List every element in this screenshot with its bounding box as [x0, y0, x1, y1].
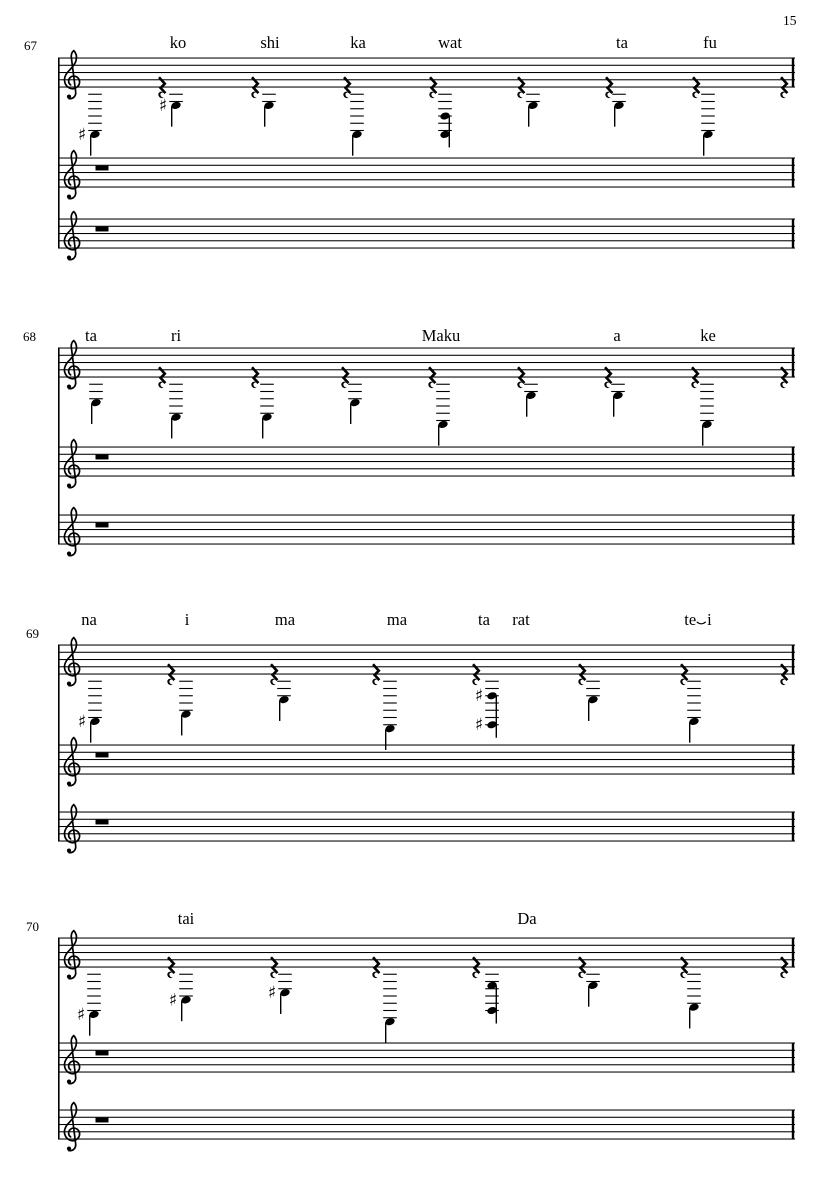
ledger-line [436, 391, 450, 392]
end-barline [792, 812, 794, 841]
ledger-line [383, 974, 397, 975]
staff-line [58, 233, 795, 234]
ledger-line [612, 94, 626, 95]
note-stem [350, 403, 351, 424]
staff-line [58, 1050, 795, 1051]
ledger-line [700, 391, 714, 392]
ledger-line [88, 717, 102, 718]
staff-line [58, 1139, 795, 1140]
sharp-icon: ♯ [76, 1004, 86, 1025]
ledger-line [88, 688, 102, 689]
staff-line [58, 226, 795, 227]
note-stem [438, 425, 439, 446]
ledger-line [260, 413, 274, 414]
note-stem [588, 700, 589, 721]
staff-line [58, 65, 795, 66]
ledger-line [383, 988, 397, 989]
staff-line [58, 158, 795, 159]
ledger-line [700, 384, 714, 385]
lyric-syllable: i [184, 610, 190, 629]
note-stem [385, 729, 386, 750]
staff-line [58, 812, 795, 813]
staff-line [58, 826, 795, 827]
staff-line [58, 752, 795, 753]
end-barline [792, 938, 794, 967]
lyric-syllable: Maku [421, 326, 461, 345]
ledger-line [277, 695, 291, 696]
note-stem [264, 106, 265, 127]
ledger-line [524, 384, 538, 385]
ledger-line [438, 108, 452, 109]
note-stem [279, 700, 280, 721]
lyric-syllable: ma [274, 610, 296, 629]
lyric-text: i [707, 610, 712, 629]
note-stem [614, 106, 615, 127]
ledger-line [687, 702, 701, 703]
page-number: 15 [783, 13, 797, 28]
ledger-line [611, 384, 625, 385]
staff-line [58, 369, 795, 370]
ledger-line [687, 717, 701, 718]
staff-line [58, 172, 795, 173]
lyric-syllable: a [613, 326, 621, 345]
staff-line [58, 536, 795, 537]
staff-line [58, 240, 795, 241]
staff-line [58, 522, 795, 523]
ledger-line [350, 115, 364, 116]
whole-rest-icon [96, 1118, 109, 1123]
ledger-line [88, 108, 102, 109]
lyric-syllable: rat [512, 610, 530, 629]
staff-line [58, 774, 795, 775]
staff-line [58, 1117, 795, 1118]
end-barline [792, 745, 794, 774]
staff-line [58, 544, 795, 545]
ledger-line [179, 695, 193, 696]
staff-line [58, 645, 795, 646]
staff-line [58, 165, 795, 166]
sharp-icon: ♯ [474, 715, 484, 736]
lyric-syllable: ka [350, 33, 366, 52]
lyric-tie-icon [697, 621, 707, 626]
whole-rest-icon [96, 1051, 109, 1056]
staff-line [58, 179, 795, 180]
end-barline [792, 645, 794, 674]
staff-line [58, 362, 795, 363]
end-barline [792, 1110, 794, 1139]
ledger-line [350, 130, 364, 131]
staff-line [58, 515, 795, 516]
ledger-line [169, 405, 183, 406]
note-stem [91, 403, 92, 424]
staff-line [58, 1131, 795, 1132]
staff-line [58, 461, 795, 462]
staff-line [58, 529, 795, 530]
ledger-line [438, 101, 452, 102]
ledger-line [88, 702, 102, 703]
ledger-line [169, 101, 183, 102]
measure-number: 69 [26, 626, 39, 641]
ledger-line [485, 681, 499, 682]
lyric-syllable: fu [703, 33, 717, 52]
staff-line [58, 355, 795, 356]
ledger-line [383, 981, 397, 982]
ledger-line [260, 391, 274, 392]
ledger-line [687, 710, 701, 711]
system-start-barline [58, 938, 60, 1139]
ledger-line [260, 384, 274, 385]
ledger-line [179, 974, 193, 975]
note-stem [171, 106, 172, 127]
ledger-line [586, 695, 600, 696]
note-stem [181, 715, 182, 736]
whole-rest-icon [96, 455, 109, 460]
staff-line [58, 945, 795, 946]
staff-line [58, 1043, 795, 1044]
ledger-line [438, 94, 452, 95]
ledger-line [701, 123, 715, 124]
ledger-line [436, 420, 450, 421]
lyric-syllable: Da [517, 909, 537, 928]
ledger-line [485, 974, 499, 975]
ledger-line [277, 688, 291, 689]
note-stem [181, 1001, 182, 1022]
lyric-syllable: shi [260, 33, 280, 52]
ledger-line [348, 391, 362, 392]
ledger-line [383, 681, 397, 682]
ledger-line [179, 681, 193, 682]
ledger-line [350, 123, 364, 124]
whole-rest-icon [96, 753, 109, 758]
ledger-line [278, 981, 292, 982]
ledger-line [383, 702, 397, 703]
note-stem [689, 1008, 690, 1028]
ledger-line [383, 1003, 397, 1004]
end-barline [792, 58, 794, 87]
staff-line [58, 1124, 795, 1125]
ledger-line [87, 974, 101, 975]
ledger-line [87, 1003, 101, 1004]
ledger-line [278, 974, 292, 975]
ledger-line [612, 101, 626, 102]
ledger-line [586, 681, 600, 682]
staff-line [58, 219, 795, 220]
ledger-line [687, 974, 701, 975]
ledger-line [169, 391, 183, 392]
note-stem [90, 135, 91, 156]
measure-number: 70 [26, 919, 39, 934]
ledger-line [350, 108, 364, 109]
note-stem [385, 1022, 386, 1042]
ledger-line [700, 413, 714, 414]
ledger-line [262, 101, 276, 102]
ledger-line [700, 405, 714, 406]
end-barline [792, 447, 794, 476]
ledger-line [700, 398, 714, 399]
ledger-line [169, 413, 183, 414]
ledger-line [169, 398, 183, 399]
ledger-line [277, 681, 291, 682]
end-barline [792, 515, 794, 544]
staff-line [58, 1110, 795, 1111]
ledger-line [88, 115, 102, 116]
ledger-line [687, 1003, 701, 1004]
staff-line [58, 745, 795, 746]
ledger-line [260, 398, 274, 399]
ledger-line [87, 1010, 101, 1011]
lyric-syllable: ta [616, 33, 628, 52]
staff-line [58, 938, 795, 939]
staff-line [58, 58, 795, 59]
ledger-line [436, 413, 450, 414]
whole-rest-icon [96, 227, 109, 232]
ledger-line [383, 724, 397, 725]
note-stem [496, 985, 497, 1023]
staff-line [58, 833, 795, 834]
note-stem [528, 106, 529, 127]
staff-line [58, 659, 795, 660]
note-stem [280, 993, 281, 1014]
staff-line [58, 377, 795, 378]
ledger-line [687, 681, 701, 682]
ledger-line [383, 710, 397, 711]
whole-rest-icon [96, 523, 109, 528]
ledger-line [586, 688, 600, 689]
ledger-line [87, 995, 101, 996]
ledger-line [350, 101, 364, 102]
ledger-line [88, 101, 102, 102]
ledger-line [88, 710, 102, 711]
sharp-icon: ♯ [474, 686, 484, 707]
lyric-syllable [684, 612, 712, 627]
ledger-line [383, 695, 397, 696]
note-stem [689, 722, 690, 743]
note-stem [262, 418, 263, 439]
ledger-line [383, 1010, 397, 1011]
ledger-line [383, 1017, 397, 1018]
ledger-line [87, 981, 101, 982]
ledger-line [701, 101, 715, 102]
staff-line [58, 841, 795, 842]
ledger-line [687, 695, 701, 696]
ledger-line [436, 384, 450, 385]
ledger-line [179, 710, 193, 711]
lyric-syllable: ma [386, 610, 408, 629]
staff-line [58, 454, 795, 455]
lyric-syllable: ri [170, 326, 182, 345]
ledger-line [169, 384, 183, 385]
lyric-syllable: ta [85, 326, 97, 345]
ledger-line [700, 420, 714, 421]
note-stem [171, 418, 172, 439]
ledger-line [485, 981, 499, 982]
ledger-line [383, 688, 397, 689]
ledger-line [586, 974, 600, 975]
staff-line [58, 72, 795, 73]
sharp-icon: ♯ [77, 124, 87, 145]
ledger-line [262, 94, 276, 95]
ledger-line [687, 981, 701, 982]
ledger-line [701, 115, 715, 116]
ledger-line [179, 995, 193, 996]
ledger-line [278, 988, 292, 989]
ledger-line [687, 688, 701, 689]
staff-line [58, 87, 795, 88]
ledger-line [348, 398, 362, 399]
note-stem [613, 396, 614, 417]
lyric-syllable: tai [177, 909, 195, 928]
ledger-line [88, 130, 102, 131]
staff-line [58, 759, 795, 760]
ledger-line [436, 398, 450, 399]
staff-line [58, 348, 795, 349]
staff-line [58, 248, 795, 249]
staff-line [58, 476, 795, 477]
staff-line [58, 447, 795, 448]
staff-line [58, 1064, 795, 1065]
ledger-line [524, 391, 538, 392]
ledger-line [89, 398, 103, 399]
staff-line [58, 952, 795, 953]
ledger-line [260, 405, 274, 406]
end-barline [792, 219, 794, 248]
note-stem [89, 1015, 90, 1035]
note-stem [703, 135, 704, 156]
ledger-line [526, 94, 540, 95]
ledger-line [88, 123, 102, 124]
staff-line [58, 652, 795, 653]
staff-line [58, 468, 795, 469]
lyric-syllable: ta [478, 610, 490, 629]
ledger-line [586, 981, 600, 982]
ledger-line [701, 130, 715, 131]
ledger-line [687, 988, 701, 989]
lyric-syllable: na [81, 610, 97, 629]
ledger-line [383, 717, 397, 718]
sharp-icon: ♯ [168, 990, 178, 1011]
note-stem [352, 135, 353, 156]
staff-line [58, 1057, 795, 1058]
staff-line [58, 79, 795, 80]
measure-number: 68 [23, 329, 36, 344]
sharp-icon: ♯ [77, 711, 87, 732]
lyric-text: te [684, 610, 697, 629]
ledger-line [485, 688, 499, 689]
ledger-line [179, 688, 193, 689]
lyric-syllable: ke [700, 326, 716, 345]
staff-line [58, 187, 795, 188]
ledger-line [87, 988, 101, 989]
end-barline [792, 1043, 794, 1072]
note-stem [449, 116, 450, 147]
ledger-line [179, 988, 193, 989]
staff-line [58, 766, 795, 767]
lyric-syllable: ko [169, 33, 187, 52]
ledger-line [348, 384, 362, 385]
sharp-icon: ♯ [158, 95, 168, 116]
staff-line [58, 1072, 795, 1073]
note-stem [90, 722, 91, 743]
whole-rest-icon [96, 820, 109, 825]
ledger-line [687, 995, 701, 996]
measure-number: 67 [24, 38, 37, 53]
note-stem [526, 396, 527, 417]
end-barline [792, 348, 794, 377]
staff-line [58, 819, 795, 820]
ledger-line [179, 981, 193, 982]
ledger-line [89, 391, 103, 392]
end-barline [792, 158, 794, 187]
note-stem [588, 986, 589, 1007]
note-stem [702, 425, 703, 446]
note-stem [496, 696, 497, 738]
ledger-line [169, 94, 183, 95]
ledger-line [179, 702, 193, 703]
ledger-line [88, 695, 102, 696]
ledger-line [611, 391, 625, 392]
ledger-line [701, 94, 715, 95]
ledger-line [88, 94, 102, 95]
ledger-line [383, 995, 397, 996]
lyric-syllable: wat [438, 33, 462, 52]
ledger-line [88, 681, 102, 682]
ledger-line [89, 384, 103, 385]
whole-rest-icon [96, 166, 109, 171]
ledger-line [701, 108, 715, 109]
ledger-line [436, 405, 450, 406]
sharp-icon: ♯ [267, 983, 277, 1004]
ledger-line [526, 101, 540, 102]
ledger-line [350, 94, 364, 95]
